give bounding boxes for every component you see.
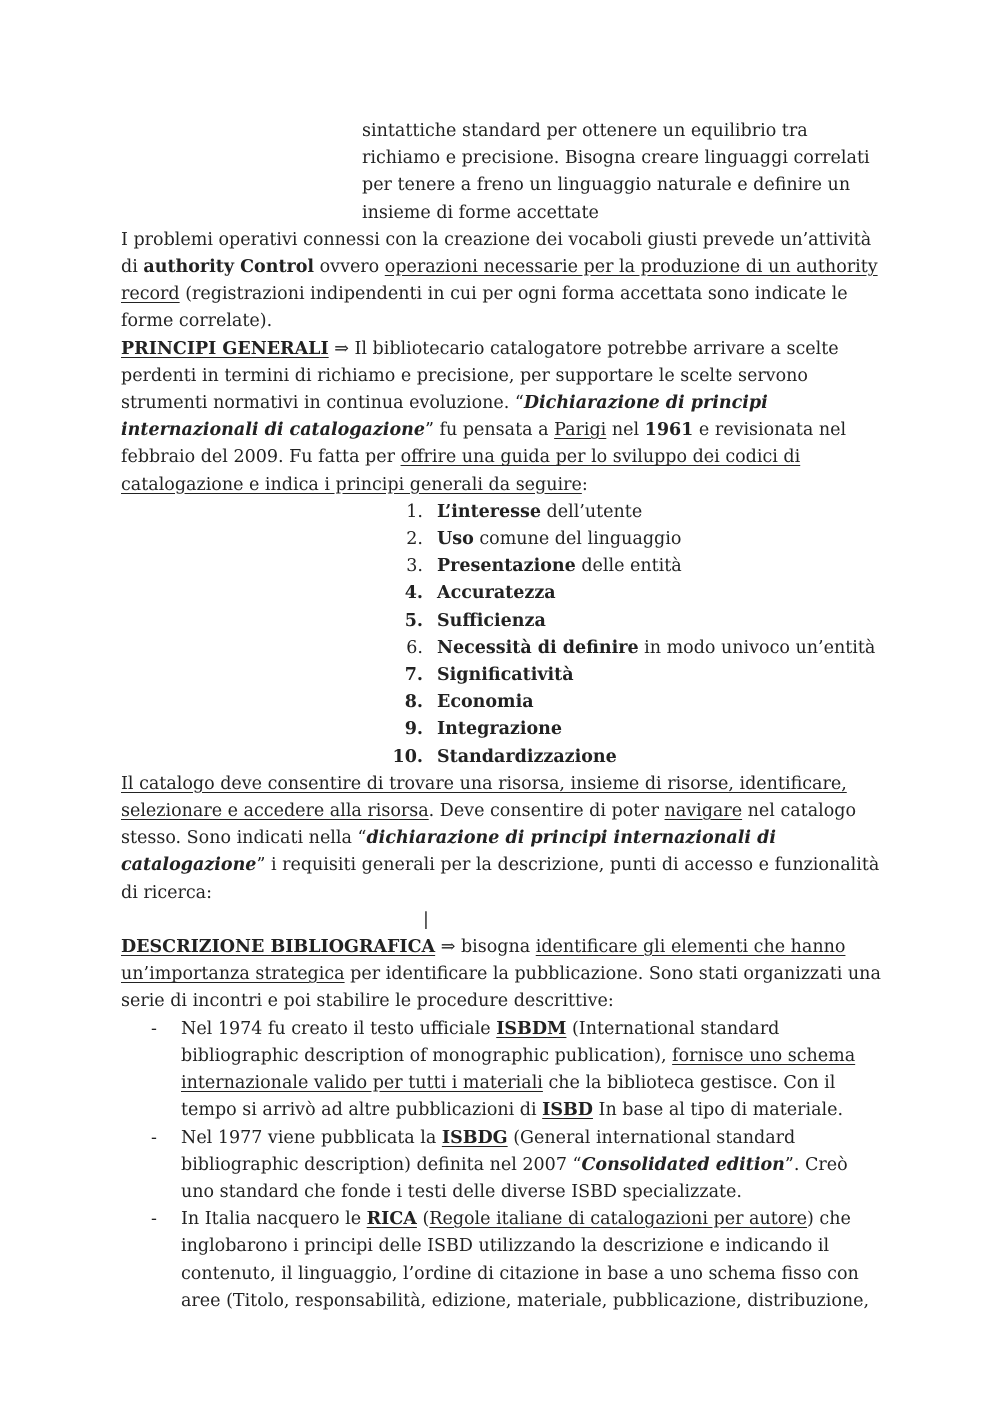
list-item-rest: comune del linguaggio — [473, 529, 682, 550]
acronym-isbdm: ISBDM — [496, 1018, 567, 1039]
principi-text-1: Il bibliotecario catalogatore potrebbe arrivare a scelte perdenti in termini di richiamo e precisione, per supportare le scelte servono strumenti normativi in continua evoluzione. “ — [121, 338, 839, 414]
text-cursor: | — [423, 909, 429, 930]
list-item — [391, 716, 881, 743]
list-item-bold: Economia — [437, 692, 534, 713]
authority-control-paragraph — [121, 227, 881, 336]
list-item — [391, 499, 881, 526]
descrizione-underlined: identificare gli elementi che hanno un’importanza strategica — [121, 937, 846, 985]
principi-generali-paragraph — [121, 336, 881, 499]
arrow-icon: ⇒ — [435, 937, 461, 958]
list-item-bold: Significatività — [437, 665, 574, 686]
dash-bullet: - — [151, 1018, 157, 1039]
authority-text-2: ovvero — [314, 257, 385, 278]
list-item-rest: delle entità — [575, 556, 682, 577]
list-item-bold: Integrazione — [437, 719, 563, 740]
principi-text-3: nel — [606, 420, 645, 441]
list-item — [391, 744, 881, 771]
list-item — [391, 662, 881, 689]
bullet-text-2: (International standard bibliographic description of monographic publication), — [181, 1018, 780, 1066]
bullet-text-4: In base al tipo di materiale. — [592, 1100, 844, 1121]
list-item-bold: Presentazione — [437, 556, 576, 577]
bullet-text-1: In Italia nacquero le — [181, 1209, 367, 1230]
acronym-isbd: ISBD — [542, 1100, 593, 1121]
bullet-text-3: ) che inglobarono i principi delle ISBD utilizzando la descrizione e indicando il contenuto, il linguaggio, l’ordine di citazione in base a uno schema fisso con aree (Titolo, responsabilità, edizione, materiale, pubblicazione, distribuzione, — [181, 1209, 870, 1311]
catalogo-paragraph — [121, 771, 881, 907]
year-1961: 1961 — [644, 420, 694, 441]
descrizione-text-2: per identificare la pubblicazione. Sono stati organizzati una serie di incontri e poi stabilire le procedure descrittive: — [121, 964, 881, 1012]
principi-text-5: : — [581, 474, 588, 495]
catalogo-navigare: navigare — [664, 801, 743, 822]
catalogo-text-3: ” i requisiti generali per la descrizione, punti di accesso e funzionalità di ricerca: — [121, 855, 880, 903]
bullet-text-3: ”. Creò uno standard che fonde i testi delle diverse ISBD specializzate. — [181, 1154, 848, 1202]
list-item-rest: dell’utente — [540, 501, 643, 522]
list-item — [391, 689, 881, 716]
list-number: 4. — [404, 583, 423, 604]
list-number: 7. — [404, 665, 423, 686]
authority-definition: operazioni necessarie per la produzione di un authority record — [121, 257, 878, 305]
principi-generali-heading: PRINCIPI GENERALI — [121, 338, 329, 359]
principles-list — [121, 499, 881, 771]
list-item — [391, 580, 881, 607]
bullet-text-2: (General international standard bibliographic description) definita nel 2007 “ — [181, 1127, 796, 1175]
dash-bullet: - — [151, 1209, 157, 1230]
document-page — [121, 118, 881, 1315]
list-item-isbdm — [121, 1016, 881, 1125]
dash-bullet: - — [151, 1127, 157, 1148]
list-number: 6. — [406, 637, 423, 658]
text-cursor-line — [121, 907, 881, 934]
list-item-rica — [121, 1206, 881, 1315]
arrow-icon: ⇒ — [328, 338, 355, 359]
catalogo-text-2: nel catalogo stesso. Sono indicati nella “ — [121, 801, 857, 849]
intro-continuation-paragraph: sintattiche standard per ottenere un equilibrio tra richiamo e precisione. Bisogna creare linguaggi correlati per tenere a freno un linguaggio naturale e definire un insieme di forme accettate — [362, 121, 870, 223]
acronym-isbdg: ISBDG — [441, 1127, 508, 1148]
list-number: 10. — [392, 746, 423, 767]
list-item-bold: Necessità di definire — [437, 637, 639, 658]
descrizione-heading: DESCRIZIONE BIBLIOGRAFICA — [121, 937, 436, 958]
principi-purpose: offrire una guida per lo sviluppo dei codici di catalogazione e indica i principi generali da seguire — [121, 447, 801, 495]
list-number: 9. — [404, 719, 423, 740]
isbdm-underlined: fornisce uno schema internazionale valido per tutti i materiali — [181, 1045, 856, 1094]
list-item — [391, 608, 881, 635]
place-parigi: Parigi — [554, 420, 607, 441]
descrizione-text-1: bisogna — [460, 937, 536, 958]
list-item-bold: Standardizzazione — [437, 746, 617, 767]
catalogo-dichiarazione-title: dichiarazione di principi internazionali di catalogazione — [121, 828, 777, 876]
descrizione-paragraph — [121, 934, 881, 1016]
acronym-rica: RICA — [366, 1209, 417, 1230]
bullet-text-2: ( — [416, 1209, 430, 1230]
bullet-text-1: Nel 1974 fu creato il testo ufficiale — [181, 1018, 497, 1039]
list-item-isbdg — [121, 1125, 881, 1207]
bullet-text-1: Nel 1977 viene pubblicata la — [181, 1127, 442, 1148]
rica-expansion: Regole italiane di catalogazioni per autore — [429, 1209, 808, 1230]
bullet-text-3: che la biblioteca gestisce. Con il tempo si arrivò ad altre pubblicazioni di — [181, 1073, 836, 1121]
list-item — [391, 635, 881, 662]
list-number: 8. — [404, 692, 423, 713]
authority-text-3: (registrazioni indipendenti in cui per ogni forma accettata sono indicate le forme correlate). — [121, 284, 848, 332]
list-item — [391, 526, 881, 553]
consolidated-edition: Consolidated edition — [581, 1154, 785, 1175]
list-number: 5. — [404, 610, 423, 631]
list-item-bold: L’interesse — [437, 501, 541, 522]
list-item-bold: Sufficienza — [437, 610, 546, 631]
catalogo-text-1: . Deve consentire di poter — [428, 801, 665, 822]
authority-control-term: authority Control — [143, 257, 315, 278]
dichiarazione-title: Dichiarazione di principi internazionali di catalogazione — [121, 393, 768, 441]
authority-text-1: I problemi operativi connessi con la creazione dei vocaboli giusti prevede un’attività di — [121, 229, 872, 278]
principi-text-2: ” fu pensata a — [425, 420, 555, 441]
list-number: 2. — [406, 529, 423, 550]
list-number: 3. — [406, 556, 423, 577]
list-item-bold: Accuratezza — [437, 583, 556, 604]
list-item — [391, 553, 881, 580]
principi-text-4: e revisionata nel febbraio del 2009. Fu fatta per — [121, 420, 847, 468]
list-item-rest: in modo univoco un’entità — [638, 637, 876, 658]
list-number: 1. — [406, 501, 423, 522]
standards-list — [121, 1016, 881, 1315]
catalogo-functions: Il catalogo deve consentire di trovare una risorsa, insieme di risorse, identificare, selezionare e accedere alla risorsa — [121, 773, 847, 822]
list-item-bold: Uso — [437, 529, 474, 550]
